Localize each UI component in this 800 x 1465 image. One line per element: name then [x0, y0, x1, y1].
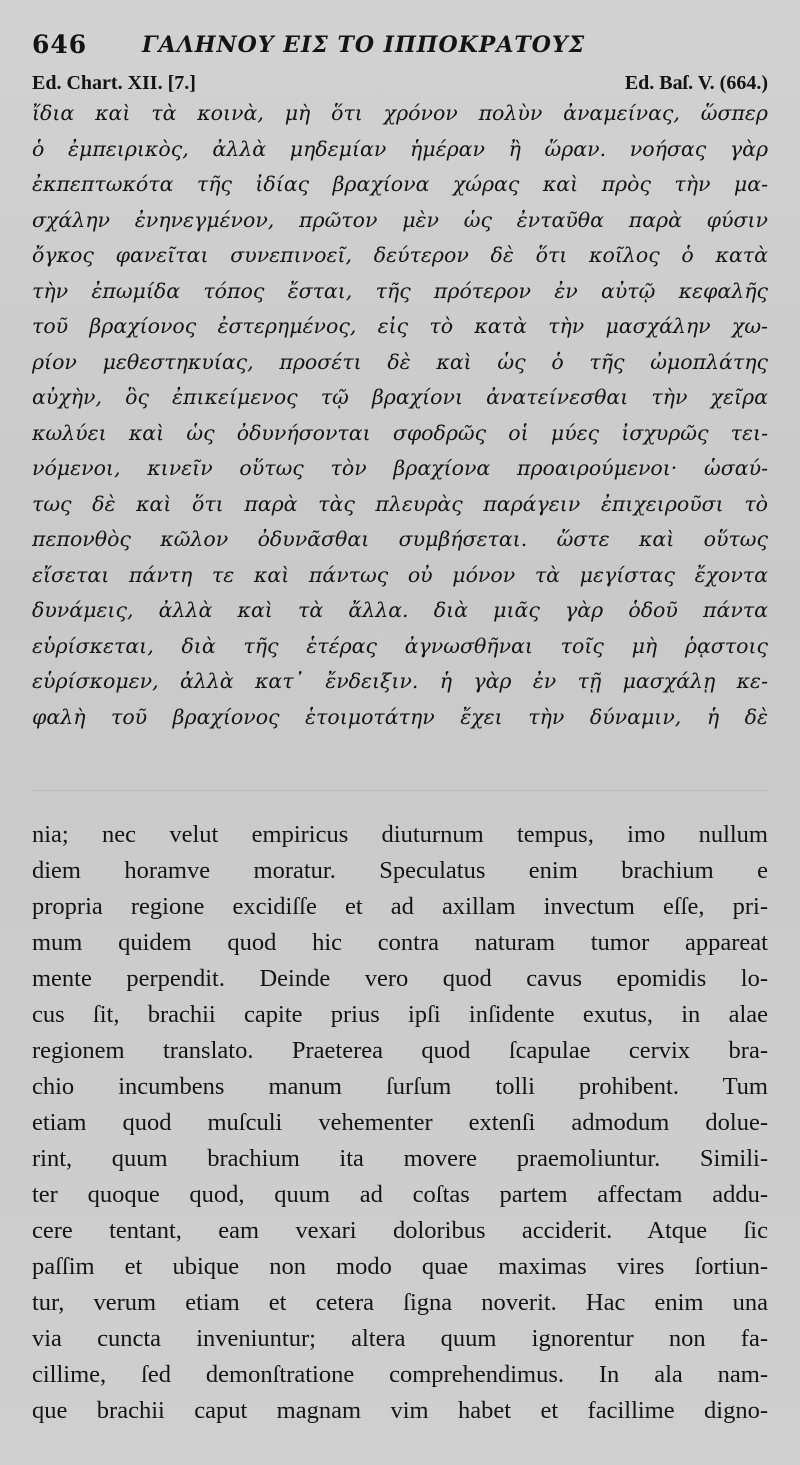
latin-text-line: etiam quod muſculi vehementer extenſi admodum dolue-	[32, 1109, 768, 1136]
greek-text-line: τὴν ἐπωμίδα τόπος ἔσται, τῆς πρότερον ἐν αὐτῷ κεφαλῆς	[32, 278, 768, 303]
latin-text-line: cillime, ſed demonſtratione comprehendimus. In ala nam-	[32, 1361, 768, 1388]
latin-text-line: mum quidem quod hic contra naturam tumor appareat	[32, 929, 768, 956]
latin-text-line: nia; nec velut empiricus diuturnum tempus, imo nullum	[32, 821, 768, 848]
greek-text-line: ὁ ἐμπειρικὸς, ἀλλὰ μηδεμίαν ἡμέραν ἢ ὥραν. νοήσας γὰρ	[32, 136, 768, 161]
latin-text-line: que brachii caput magnam vim habet et facillime digno-	[32, 1397, 768, 1424]
greek-text-line: ἴδια καὶ τὰ κοινὰ, μὴ ὅτι χρόνον πολὺν ἀναμείνας, ὥσπερ	[32, 101, 768, 125]
latin-text-line: rint, quum brachium ita movere praemoliuntur. Simili-	[32, 1145, 768, 1172]
greek-text-block	[32, 96, 768, 735]
latin-text-line: via cuncta inveniuntur; altera quum ignorentur non fa-	[32, 1325, 768, 1352]
latin-text-line: paſſim et ubique non modo quae maximas vires ſortiun-	[32, 1253, 768, 1280]
latin-text-line: ter quoque quod, quum ad coſtas partem affectam addu-	[32, 1181, 768, 1208]
edition-basel-reference: Ed. Baſ. V. (664.)	[624, 72, 768, 94]
greek-text-line: αὐχὴν, ὃς ἐπικείμενος τῷ βραχίονι ἀνατείνεσθαι τὴν χεῖρα	[32, 385, 768, 409]
greek-text-line: ἐκπεπτωκότα τῆς ἰδίας βραχίονα χώρας καὶ πρὸς τὴν μα-	[32, 172, 768, 196]
greek-text-line: ρίον μεθεστηκυίας, προσέτι δὲ καὶ ὡς ὁ τῆς ὠμοπλάτης	[32, 349, 768, 374]
edition-chartier-reference: Ed. Chart. XII. [7.]	[32, 72, 196, 94]
latin-text-block	[32, 817, 768, 1429]
latin-text-line: cus ſit, brachii capite prius ipſi inſidente exutus, in alae	[32, 1001, 768, 1028]
greek-text-line: ὄγκος φανεῖται συνεπινοεῖ, δεύτερον δὲ ὅτι κοῖλος ὁ κατὰ	[32, 243, 768, 267]
greek-text-line: τοῦ βραχίονος ἐστερημένος, εἰς τὸ κατὰ τὴν μασχάλην χω-	[32, 314, 768, 338]
greek-text-line: νόμενοι, κινεῖν οὕτως τὸν βραχίονα προαιρούμενοι· ὡσαύ-	[32, 456, 768, 480]
greek-text-line: εὑρίσκομεν, ἀλλὰ κατ᾽ ἔνδειξιν. ἡ γὰρ ἐν τῇ μασχάλῃ κε-	[32, 669, 768, 693]
latin-text-line: regionem translato. Praeterea quod ſcapulae cervix bra-	[32, 1037, 768, 1064]
greek-text-line: σχάλην ἐνηνεγμένον, πρῶτον μὲν ὡς ἐνταῦθα παρὰ φύσιν	[32, 207, 768, 232]
latin-text-line: propria regione excidiſſe et ad axillam invectum eſſe, pri-	[32, 893, 768, 920]
latin-text-line: chio incumbens manum ſurſum tolli prohibent. Tum	[32, 1073, 768, 1100]
greek-text-line: φαλὴ τοῦ βραχίονος ἑτοιμοτάτην ἔχει τὴν δύναμιν, ἡ δὲ	[32, 704, 768, 729]
greek-text-line: εἴσεται πάντη τε καὶ πάντως οὐ μόνον τὰ μεγίστας ἔχοντα	[32, 562, 768, 587]
page-header	[32, 30, 772, 62]
latin-text-line: cere tentant, eam vexari doloribus acciderit. Atque ſic	[32, 1217, 768, 1244]
greek-text-line: δυνάμεις, ἀλλὰ καὶ τὰ ἄλλα. διὰ μιᾶς γὰρ ὁδοῦ πάντα	[32, 598, 768, 622]
greek-text-line: τως δὲ καὶ ὅτι παρὰ τὰς πλευρὰς παράγειν ἐπιχειροῦσι τὸ	[32, 491, 768, 516]
section-divider	[32, 776, 768, 804]
latin-text-line: diem horamve moratur. Speculatus enim brachium e	[32, 857, 768, 884]
latin-text-line: mente perpendit. Deinde vero quod cavus epomidis lo-	[32, 965, 768, 992]
edition-reference-line	[32, 72, 768, 96]
page-number: 646	[32, 30, 88, 59]
running-title: ΓΑΛΗΝΟΥ ΕΙΣ ΤΟ ΙΠΠΟΚΡΑΤΟΥΣ	[142, 32, 586, 58]
greek-text-line: κωλύει καὶ ὡς ὀδυνήσονται σφοδρῶς οἱ μύες ἰσχυρῶς τει-	[32, 420, 768, 445]
latin-text-line: tur, verum etiam et cetera ſigna noverit. Hac enim una	[32, 1289, 768, 1316]
greek-text-line: εὑρίσκεται, διὰ τῆς ἑτέρας ἀγνωσθῆναι τοῖς μὴ ῥᾳστοις	[32, 633, 768, 658]
greek-text-line: πεπονθὸς κῶλον ὀδυνᾶσθαι συμβήσεται. ὥστε καὶ οὕτως	[32, 527, 768, 551]
